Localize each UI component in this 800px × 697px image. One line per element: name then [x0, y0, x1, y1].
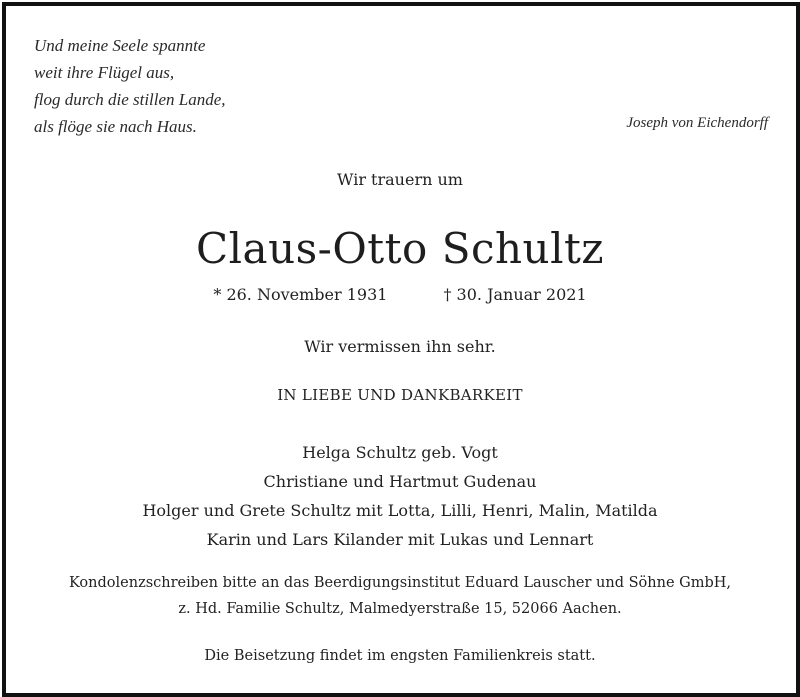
family-line: Holger und Grete Schultz mit Lotta, Lilli, Henri, Malin, Matilda: [142, 501, 658, 520]
life-dates: [0, 285, 800, 304]
love-text: IN LIEBE UND DANKBARKEIT: [277, 386, 523, 404]
poem: [34, 32, 226, 140]
poem-line: flog durch die stillen Lande,: [34, 90, 226, 109]
poem-line: weit ihre Flügel aus,: [34, 63, 175, 82]
condolence-line: z. Hd. Familie Schultz, Malmedyerstraße 15, 52066 Aachen.: [178, 601, 622, 617]
poem-author: Joseph von Eichendorff: [626, 115, 768, 131]
poem-line: Und meine Seele spannte: [34, 36, 206, 55]
funeral-notice: Die Beisetzung findet im engsten Familienkreis statt.: [204, 648, 596, 664]
intro-text: Wir trauern um: [337, 170, 463, 189]
family-line: Christiane und Hartmut Gudenau: [263, 472, 537, 491]
poem-line: als flöge sie nach Haus.: [34, 117, 197, 136]
birth-date: * 26. November 1931: [213, 285, 388, 304]
miss-text: Wir vermissen ihn sehr.: [304, 337, 496, 356]
death-date: † 30. Januar 2021: [443, 285, 587, 304]
family-line: Helga Schultz geb. Vogt: [302, 443, 498, 462]
condolence-line: Kondolenzschreiben bitte an das Beerdigungsinstitut Eduard Lauscher und Söhne GmbH,: [68, 575, 732, 591]
condolence-notice: [0, 570, 800, 622]
family-line: Karin und Lars Kilander mit Lukas und Lennart: [206, 530, 594, 549]
family-list: [0, 438, 800, 554]
deceased-name: Claus-Otto Schultz: [195, 224, 605, 273]
